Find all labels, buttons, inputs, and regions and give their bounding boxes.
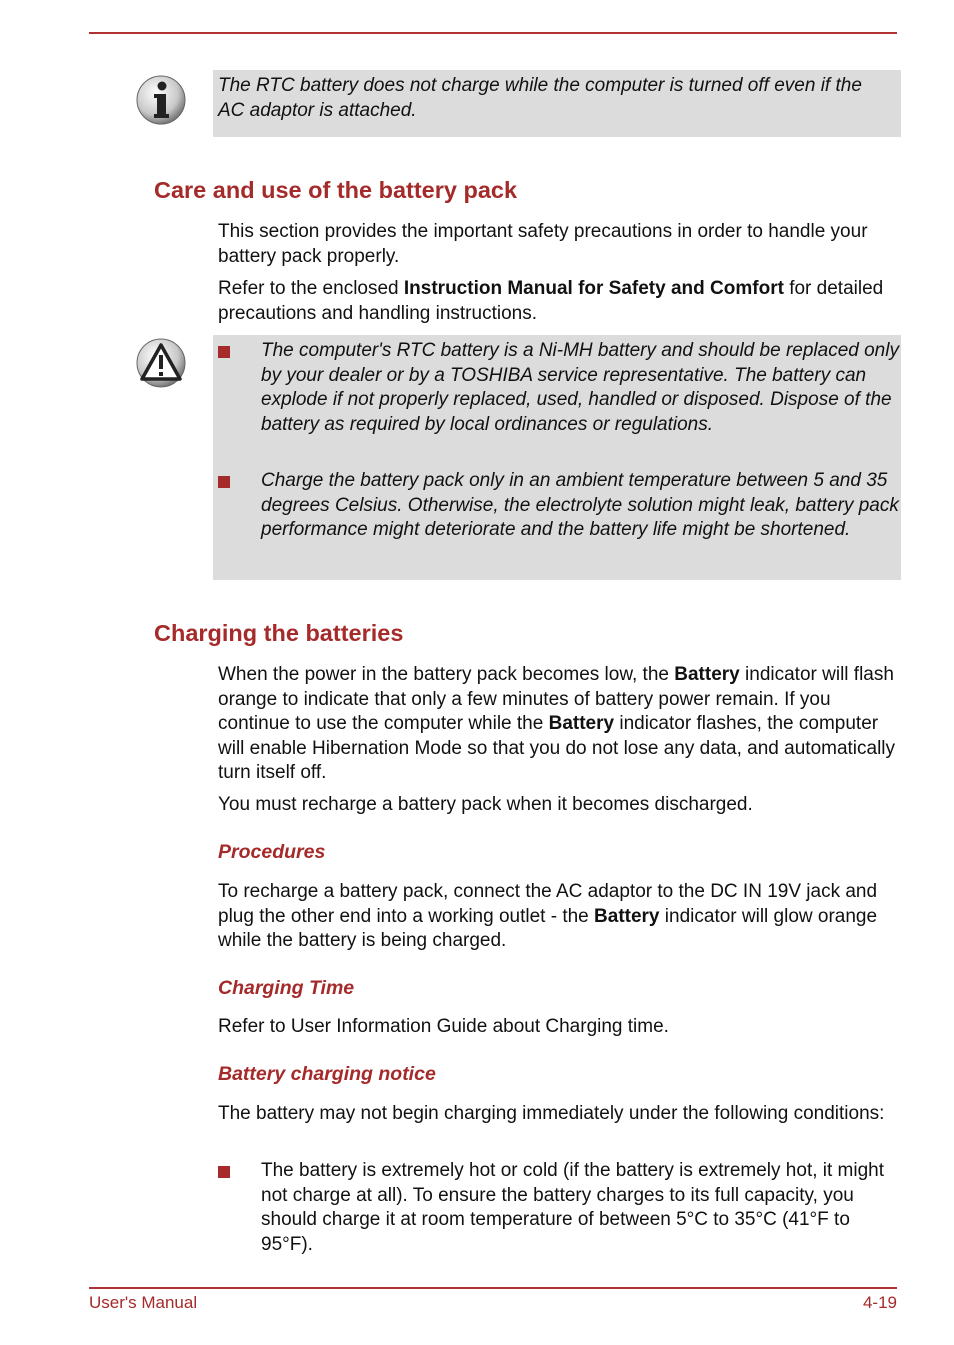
procedures-paragraph: To recharge a battery pack, connect the AC adaptor to the DC IN 19V jack and plug the other end into a working outlet - the Battery indicator will glow orange while the battery is being charged. xyxy=(218,881,878,951)
warning-item xyxy=(218,469,903,569)
warning-text: Charge the battery pack only in an ambient temperature between 5 and 35 degrees Celsius. Otherwise, the electrolyte solution might leak, battery pack performance might deteriorate and the battery life might be shortened. xyxy=(261,470,899,540)
charging-paragraph-1: When the power in the battery pack becomes low, the Battery indicator will flash orange to indicate that only a few minutes of battery power remain. If you continue to use the computer while the Battery indicator flashes, the computer will enable Hibernation Mode so that you do not lose any data, and automatically turn itself off. xyxy=(218,664,896,783)
subsection-title-notice: Battery charging notice xyxy=(218,1063,436,1085)
info-note-box xyxy=(213,70,901,137)
info-note-text: The RTC battery does not charge while the computer is turned off even if the AC adaptor is attached. xyxy=(218,75,862,121)
notice-bullet-text: The battery is extremely hot or cold (if the battery is extremely hot, it might not charge at all). To ensure the battery charges to its full capacity, you should charge it at room temperature of between 5°C to 35°C (41°F to 95°F). xyxy=(261,1160,885,1255)
subsection-title-charging-time: Charging Time xyxy=(218,977,355,999)
warning-note-box xyxy=(213,335,901,580)
bullet-square-icon xyxy=(218,346,230,358)
footer-page-number: 4-19 xyxy=(862,1293,897,1312)
bullet-square-icon xyxy=(218,476,230,488)
section-title-care: Care and use of the battery pack xyxy=(154,177,518,203)
notice-bullet-item xyxy=(218,1159,903,1259)
warning-item xyxy=(218,339,903,459)
info-icon xyxy=(135,74,187,131)
subsection-title-procedures: Procedures xyxy=(218,841,326,863)
header-rule xyxy=(89,32,897,34)
manual-title-bold: Instruction Manual for Safety and Comfort xyxy=(403,278,784,299)
charging-paragraph-2: You must recharge a battery pack when it becomes discharged. xyxy=(218,794,753,815)
warning-icon xyxy=(135,337,187,394)
charging-time-paragraph: Refer to User Information Guide about Charging time. xyxy=(218,1016,669,1037)
warning-text: The computer's RTC battery is a Ni-MH battery and should be replaced only by your dealer or by a TOSHIBA service representative. The battery can explode if not properly replaced, used, handled or disposed. Dispose of the battery as required by local ordinances or regulations. xyxy=(261,340,899,435)
footer-title: User's Manual xyxy=(89,1293,198,1312)
notice-paragraph: The battery may not begin charging immediately under the following conditions: xyxy=(218,1103,885,1124)
care-paragraph-1: This section provides the important safety precautions in order to handle your battery pack properly. xyxy=(218,221,868,267)
care-paragraph-2: Refer to the enclosed Instruction Manual for Safety and Comfort for detailed precautions and handling instructions. xyxy=(218,278,884,324)
footer-rule xyxy=(89,1287,897,1289)
bullet-square-icon xyxy=(218,1166,230,1178)
section-title-charging: Charging the batteries xyxy=(154,620,404,646)
